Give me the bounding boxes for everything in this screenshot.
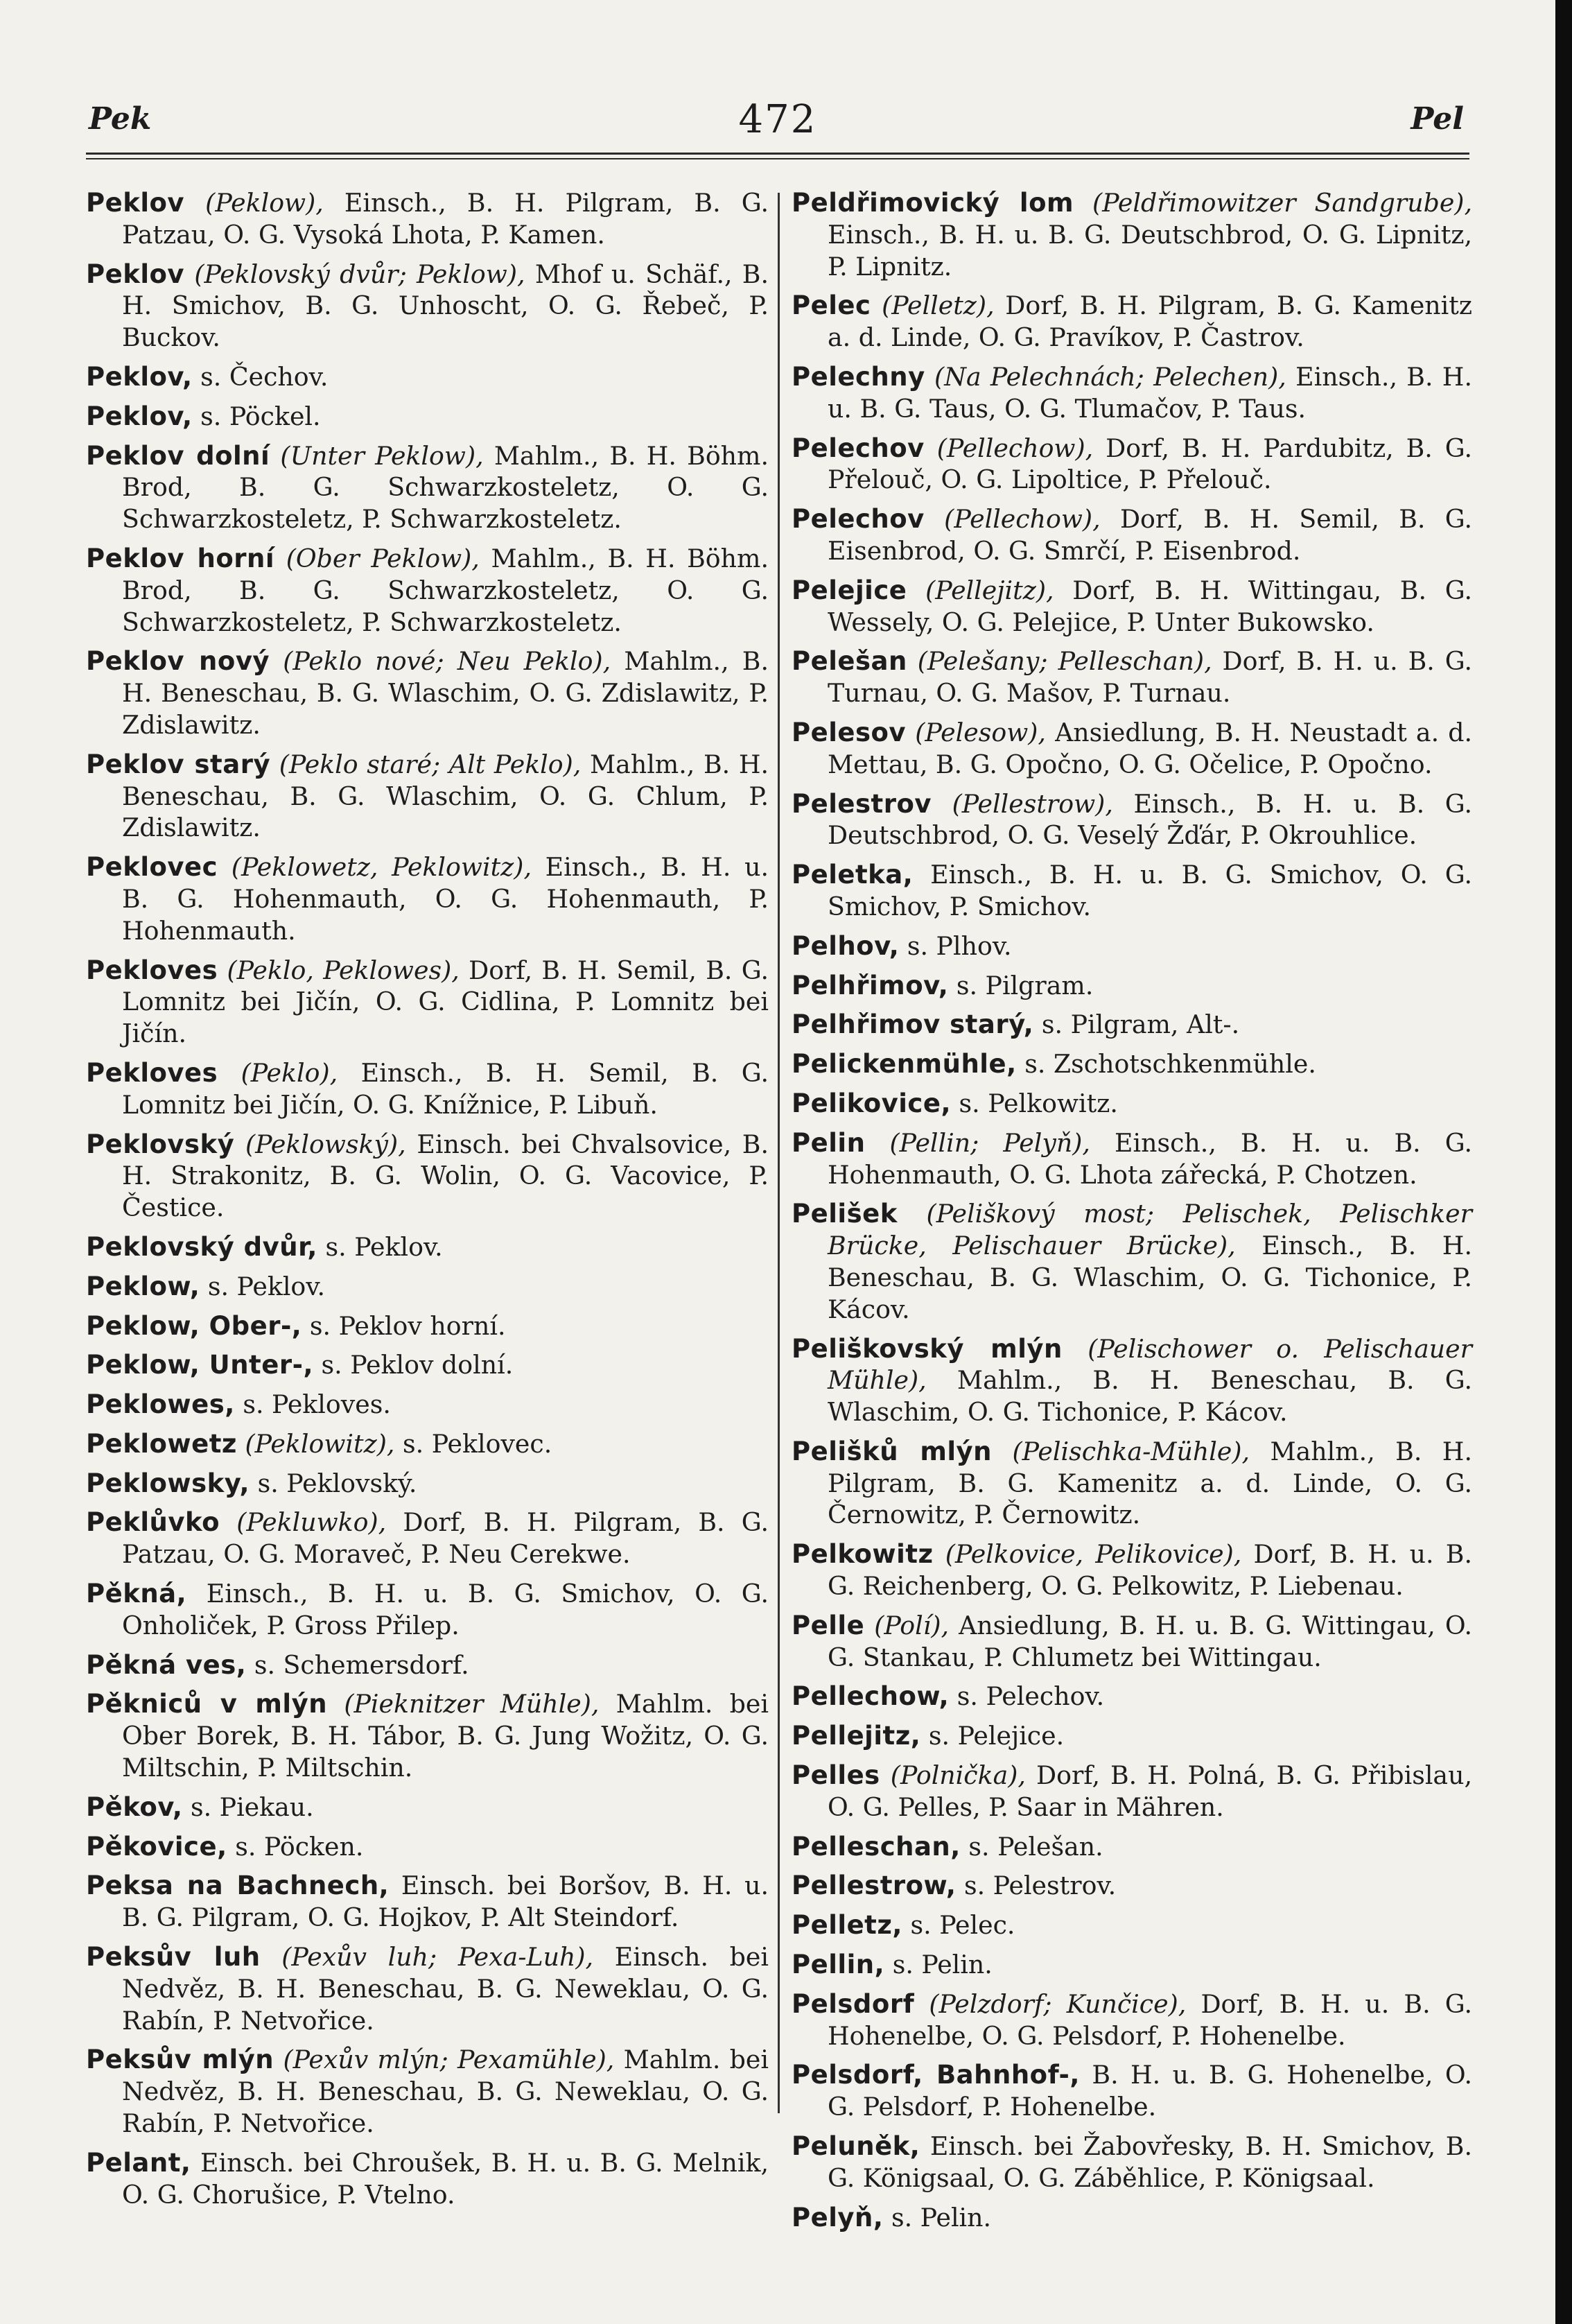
page-number: 472 (738, 97, 817, 142)
entry-variant-names: (Pexův luh; Pexa-Luh), (281, 1942, 594, 1972)
entry-headword: Peklovský dvůr, (86, 1231, 317, 1262)
entry-details: Einsch., B. H. u. B. G. Deutschbrod, O. G. Lipnitz, P. Lipnitz. (828, 219, 1472, 281)
entry-details: Einsch., B. H. u. B. G. Deutschbrod, O. G. Veselý Žďár, P. Okrouhlice. (828, 788, 1472, 851)
entry-details: Dorf, B. H. Semil, B. G. Eisenbrod, O. G. Smrčí, P. Eisenbrod. (828, 504, 1472, 566)
entry-headword: Peksův mlýn (86, 2045, 274, 2075)
gazetteer-entry (792, 1009, 1472, 1041)
gazetteer-entry (792, 1048, 1472, 1080)
entry-headword: Pelleschan, (792, 1831, 961, 1862)
entry-details: s. Pelkowitz. (959, 1088, 1118, 1118)
entry-details: Mahlm., B. H. Böhm. Brod, B. G. Schwarzkosteletz, O. G. Schwarzkosteletz, P. Schwarzkosteletz. (122, 440, 769, 535)
entry-details: Einsch. bei Chvalsovice, B. H. Strakonitz, B. G. Wolin, O. G. Vacovice, P. Čestice. (122, 1129, 769, 1223)
entry-variant-names: (Pelkovice, Pelikovice), (945, 1539, 1242, 1570)
entry-details: s. Zschotschkenmühle. (1024, 1049, 1316, 1079)
entry-details: s. Pöcken. (235, 1831, 364, 1862)
entry-details: s. Peklov. (207, 1271, 326, 1301)
entry-headword: Pelikovice, (792, 1088, 951, 1118)
entry-headword: Pelechov (792, 433, 925, 463)
gazetteer-entry (792, 1870, 1472, 1902)
entry-headword: Pelickenmühle, (792, 1049, 1017, 1079)
entry-details: Mahlm. bei Nedvěz, B. H. Beneschau, B. G. Neweklau, O. G. Rabín, P. Netvořice. (122, 2045, 769, 2139)
entry-details: Dorf, B. H. Pilgram, B. G. Kamenitz a. d. Linde, O. G. Pravíkov, P. Častrov. (828, 290, 1472, 353)
gazetteer-entry (792, 2059, 1472, 2123)
entry-details: Dorf, B. H. u. B. G. Hohenelbe, O. G. Pelsdorf, P. Hohenelbe. (828, 1988, 1472, 2051)
entry-headword: Pelechny (792, 361, 925, 392)
left-column (86, 187, 769, 2218)
entry-headword: Pelhřimov, (792, 970, 949, 1000)
gazetteer-entry (792, 503, 1472, 567)
entry-headword: Pelkowitz (792, 1539, 934, 1570)
entry-variant-names: (Pellechow), (936, 433, 1094, 463)
gazetteer-entry (86, 1870, 769, 1934)
entry-details: s. Pelešan. (968, 1831, 1103, 1862)
entry-details: Dorf, B. H. Pardubitz, B. G. Přelouč, O. G. Lipoltice, P. Přelouč. (828, 433, 1472, 495)
entry-headword: Pelec (792, 290, 871, 321)
entry-variant-names: (Polnička), (890, 1760, 1026, 1791)
entry-headword: Pelhřimov starý, (792, 1009, 1034, 1040)
gazetteer-entry (792, 1610, 1472, 1674)
entry-headword: Peklowes, (86, 1389, 235, 1420)
entry-variant-names: (Peldřimowitzer Sandgrube), (1092, 188, 1472, 218)
entry-variant-names: (Peklow), (205, 188, 324, 218)
entry-details: Dorf, B. H. Pilgram, B. G. Patzau, O. G. Moraveč, P. Neu Cerekwe. (122, 1507, 769, 1570)
entry-details: Mahlm., B. H. Beneschau, B. G. Wlaschim, O. G. Chlum, P. Zdislawitz. (122, 749, 769, 843)
entry-variant-names: (Pelzdorf; Kunčice), (929, 1988, 1187, 2019)
gazetteer-entry (86, 1231, 769, 1263)
entry-details: s. Plhov. (907, 930, 1012, 961)
entry-headword: Pelles (792, 1760, 880, 1791)
entry-details: Mahlm., B. H. Beneschau, B. G. Wlaschim, O. G. Tichonice, P. Kácov. (828, 1365, 1472, 1428)
gazetteer-entry (86, 2147, 769, 2211)
entry-details: Mahlm., B. H. Beneschau, B. G. Wlaschim, O. G. Zdislawitz, P. Zdislawitz. (122, 646, 769, 740)
gazetteer-entry (86, 645, 769, 740)
entry-headword: Pelsdorf, Bahnhof-, (792, 2060, 1080, 2090)
entry-headword: Peksův luh (86, 1942, 261, 1972)
entry-details: Einsch., B. H. u. B. G. Hohenmauth, O. G. Lhota zářecká, P. Chotzen. (828, 1127, 1472, 1190)
entry-details: Ansiedlung, B. H. u. B. G. Wittingau, O. G. Stankau, P. Chlumetz bei Wittingau. (828, 1610, 1472, 1672)
entry-headword: Pelin (792, 1127, 866, 1158)
gazetteer-entry (86, 1507, 769, 1570)
entry-details: s. Peklov. (325, 1231, 443, 1262)
entry-variant-names: (Na Pelechnách; Pelechen), (934, 361, 1286, 392)
entry-variant-names: (Pieknitzer Mühle), (344, 1689, 600, 1719)
entry-headword: Pekloves (86, 955, 218, 985)
entry-headword: Peklow, Ober-, (86, 1310, 302, 1341)
entry-details: s. Pelejice. (928, 1721, 1065, 1751)
entry-headword: Pěkná ves, (86, 1649, 247, 1680)
entry-details: s. Pilgram. (956, 970, 1094, 1000)
gazetteer-entry (86, 1941, 769, 2036)
entry-headword: Pěkniců v mlýn (86, 1689, 328, 1719)
entry-headword: Peklovský (86, 1129, 235, 1159)
gazetteer-entry (86, 1310, 769, 1342)
entry-details: Ansiedlung, B. H. Neustadt a. d. Mettau, B. G. Opočno, O. G. Očelice, P. Opočno. (828, 717, 1472, 779)
entry-variant-names: (Pellechow), (944, 504, 1101, 535)
gazetteer-entry (86, 1688, 769, 1783)
entry-headword: Peklowsky, (86, 1468, 250, 1498)
entry-details: Einsch., B. H. u. B. G. Smichov, O. G. Smichov, P. Smichov. (828, 860, 1472, 921)
header-rule (86, 153, 1469, 155)
entry-headword: Pelesov (792, 717, 907, 747)
gazetteer-entry (792, 575, 1472, 639)
entry-headword: Peklowetz (86, 1428, 237, 1459)
gazetteer-entry (86, 440, 769, 535)
entry-variant-names: (Pelischka-Mühle), (1012, 1436, 1250, 1466)
entry-headword: Pelechov (792, 504, 925, 535)
gazetteer-entry (792, 290, 1472, 354)
entry-details: s. Pelechov. (957, 1681, 1105, 1712)
gazetteer-entry (792, 1681, 1472, 1712)
gazetteer-entry (792, 1127, 1472, 1191)
entry-variant-names: (Pelletz), (882, 290, 995, 321)
entry-details: s. Peklovec. (394, 1428, 552, 1459)
entry-headword: Peklow, (86, 1271, 200, 1301)
entry-details: s. Schemersdorf. (254, 1649, 469, 1680)
header-right-guide-word: Pel (1411, 101, 1464, 137)
entry-details: Einsch., B. H. u. B. G. Hohenmauth, O. G. Hohenmauth, P. Hohenmauth. (122, 852, 769, 946)
entry-headword: Peklov starý (86, 749, 271, 779)
entry-headword: Peklůvko (86, 1507, 220, 1538)
gazetteer-entry (86, 1649, 769, 1681)
gazetteer-entry (792, 1831, 1472, 1863)
entry-headword: Pellestrow, (792, 1871, 957, 1901)
entry-variant-names: (Pellestrow), (952, 788, 1113, 819)
entry-headword: Peluněk, (792, 2131, 920, 2162)
entry-headword: Peklov, (86, 361, 193, 392)
gazetteer-entry (86, 1389, 769, 1421)
gazetteer-entry (86, 1349, 769, 1381)
gazetteer-entry (792, 930, 1472, 962)
gazetteer-entry (86, 1578, 769, 1642)
entry-details: s. Pilgram, Alt-. (1041, 1009, 1240, 1040)
entry-details: s. Čechov. (200, 361, 329, 392)
entry-headword: Pelešan (792, 646, 907, 677)
entry-details: Dorf, B. H. u. B. G. Reichenberg, O. G. Pelkowitz, P. Liebenau. (828, 1539, 1472, 1602)
gazetteer-entry (792, 788, 1472, 852)
column-divider (778, 193, 780, 2113)
entry-details: Mahlm., B. H. Böhm. Brod, B. G. Schwarzkosteletz, O. G. Schwarzkosteletz, P. Schwarzkosteletz. (122, 543, 769, 637)
gazetteer-entry (792, 645, 1472, 709)
entry-details: Mhof u. Schäf., B. H. Smichov, B. G. Unhoscht, O. G. Řebeč, P. Buckov. (122, 259, 769, 353)
entry-details: Dorf, B. H. Polná, B. G. Přibislau, O. G. Pelles, P. Saar in Mähren. (828, 1760, 1472, 1822)
entry-headword: Peklow, Unter-, (86, 1350, 313, 1380)
entry-variant-names: (Pelischower o. Pelischauer Mühle), (828, 1333, 1473, 1396)
gazetteer-entry (86, 187, 769, 251)
entry-variant-names: (Pellejitz), (925, 575, 1054, 605)
entry-headword: Peldřimovický lom (792, 188, 1074, 218)
entry-variant-names: (Pelešany; Pelleschan), (917, 646, 1212, 677)
gazetteer-entry (86, 1792, 769, 1823)
entry-details: s. Pekloves. (243, 1389, 391, 1420)
gazetteer-entry (86, 1271, 769, 1303)
entry-details: s. Pelin. (892, 1950, 993, 1980)
entry-headword: Peklov horní (86, 543, 275, 573)
entry-headword: Pelhov, (792, 930, 900, 961)
entry-details: Mahlm., B. H. Pilgram, B. G. Kamenitz a. d. Linde, O. G. Černowitz, P. Černowitz. (828, 1436, 1472, 1530)
gazetteer-entry (792, 433, 1472, 496)
gazetteer-entry (792, 1720, 1472, 1752)
entry-headword: Pellechow, (792, 1681, 950, 1712)
gazetteer-entry (792, 2202, 1472, 2234)
entry-headword: Pelejice (792, 575, 907, 605)
entry-variant-names: (Peklo nové; Neu Peklo), (283, 646, 611, 677)
gazetteer-entry (792, 361, 1472, 425)
entry-details: Einsch. bei Nedvěz, B. H. Beneschau, B. G. Neweklau, O. G. Rabín, P. Netvořice. (122, 1942, 769, 2036)
gazetteer-entry (792, 2131, 1472, 2194)
entry-details: s. Pelec. (910, 1910, 1015, 1941)
gazetteer-entry (792, 1988, 1472, 2052)
entry-variant-names: (Pekluwko), (236, 1507, 387, 1538)
entry-variant-names: (Polí), (874, 1610, 950, 1640)
gazetteer-entry (86, 259, 769, 354)
entry-details: Einsch., B. H. Semil, B. G. Lomnitz bei Jičín, O. G. Knížnice, P. Libuň. (122, 1057, 769, 1120)
gazetteer-entry (792, 970, 1472, 1002)
entry-headword: Pěkná, (86, 1579, 187, 1609)
entry-headword: Peklovec (86, 852, 218, 883)
gazetteer-entry (86, 2044, 769, 2139)
gazetteer-entry (86, 1428, 769, 1460)
gazetteer-entry (86, 749, 769, 844)
entry-headword: Pelant, (86, 2147, 191, 2178)
entry-headword: Peletka, (792, 860, 914, 890)
gazetteer-entry (792, 1333, 1472, 1428)
entry-headword: Pelišek (792, 1199, 898, 1229)
entry-details: Einsch., B. H. Beneschau, B. G. Wlaschim, O. G. Tichonice, P. Kácov. (828, 1231, 1472, 1324)
entry-details: Dorf, B. H. Semil, B. G. Lomnitz bei Jičín, O. G. Cidlina, P. Lomnitz bei Jičín. (122, 955, 769, 1049)
entry-variant-names: (Peklo, Peklowes), (227, 955, 460, 985)
gazetteer-entry (86, 955, 769, 1050)
entry-details: Einsch., B. H. u. B. G. Taus, O. G. Tlumačov, P. Taus. (828, 361, 1472, 424)
entry-details: s. Pöckel. (200, 401, 321, 431)
gazetteer-entry (86, 361, 769, 393)
gazetteer-entry (792, 859, 1472, 923)
entry-headword: Peklov (86, 188, 185, 218)
gazetteer-entry (792, 717, 1472, 781)
entry-variant-names: (Ober Peklow), (286, 543, 480, 573)
entry-headword: Pelletz, (792, 1910, 902, 1941)
gazetteer-entry (86, 851, 769, 946)
entry-details: Einsch. bei Boršov, B. H. u. B. G. Pilgram, O. G. Hojkov, P. Alt Steindorf. (122, 1871, 769, 1933)
page-header (86, 97, 1469, 146)
entry-details: s. Piekau. (190, 1792, 314, 1822)
entry-headword: Peklov, (86, 401, 193, 431)
entry-headword: Pellejitz, (792, 1721, 921, 1751)
entry-variant-names: (Peklowský), (245, 1129, 406, 1159)
header-left-guide-word: Pek (89, 101, 152, 137)
entry-details: s. Peklov dolní. (321, 1350, 514, 1380)
entry-details: Dorf, B. H. Wittingau, B. G. Wessely, O. G. Pelejice, P. Unter Bukowsko. (828, 575, 1472, 637)
entry-variant-names: (Peklo staré; Alt Peklo), (279, 749, 582, 779)
entry-variant-names: (Unter Peklow), (280, 440, 484, 471)
entry-headword: Pelsdorf (792, 1988, 915, 2019)
entry-variant-names: (Peklowitz), (245, 1428, 395, 1459)
entry-headword: Pěkovice, (86, 1831, 227, 1862)
gazetteer-entry (86, 1831, 769, 1863)
gazetteer-entry (86, 543, 769, 638)
entry-details: Einsch. bei Žabovřesky, B. H. Smichov, B. G. Königsaal, O. G. Záběhlice, P. Königsaal. (828, 2131, 1472, 2193)
gazetteer-entry (86, 1129, 769, 1224)
gazetteer-entry (792, 1538, 1472, 1602)
entry-details: Mahlm. bei Ober Borek, B. H. Tábor, B. G. Jung Wožitz, O. G. Miltschin, P. Miltschin. (122, 1689, 769, 1783)
entry-details: Dorf, B. H. u. B. G. Turnau, O. G. Mašov, P. Turnau. (828, 646, 1472, 709)
entry-details: Einsch. bei Chroušek, B. H. u. B. G. Melnik, O. G. Chorušice, P. Vtelno. (122, 2147, 769, 2210)
entry-variant-names: (Peklovský dvůr; Peklow), (194, 259, 525, 289)
entry-headword: Peklov nový (86, 646, 270, 677)
entry-variant-names: (Pelesow), (915, 717, 1046, 747)
gazetteer-entry (792, 1760, 1472, 1823)
entry-headword: Pekloves (86, 1057, 218, 1088)
gazetteer-entry (792, 1198, 1472, 1325)
entry-variant-names: (Pellin; Pelyň), (889, 1127, 1090, 1158)
gazetteer-entry (792, 1909, 1472, 1941)
gazetteer-entry (792, 187, 1472, 282)
entry-headword: Pelyň, (792, 2202, 884, 2232)
entry-headword: Pelišků mlýn (792, 1436, 993, 1466)
entry-headword: Pěkov, (86, 1792, 183, 1822)
entry-details: s. Peklov horní. (309, 1310, 506, 1341)
entry-details: s. Peklovský. (257, 1468, 417, 1498)
entry-headword: Peksa na Bachnech, (86, 1871, 390, 1901)
gazetteer-entry (86, 401, 769, 433)
entry-details: B. H. u. B. G. Hohenelbe, O. G. Pelsdorf, P. Hohenelbe. (828, 2060, 1472, 2122)
gazetteer-entry (86, 1057, 769, 1121)
gazetteer-entry (792, 1088, 1472, 1120)
entry-headword: Peklov (86, 259, 185, 289)
header-rule-thin (86, 158, 1469, 159)
entry-headword: Pellin, (792, 1950, 885, 1980)
entry-variant-names: (Pexův mlýn; Pexamühle), (283, 2045, 615, 2075)
gazetteer-entry (86, 1468, 769, 1500)
page-edge-border (1555, 0, 1572, 2324)
right-column (792, 187, 1472, 2241)
entry-headword: Peliškovský mlýn (792, 1333, 1063, 1364)
entry-variant-names: (Peklowetz, Peklowitz), (231, 852, 532, 883)
entry-variant-names: (Peliškový most; Pelischek, Pelischker Brücke, Pelischauer Brücke), (828, 1199, 1472, 1261)
entry-headword: Peklov dolní (86, 440, 270, 471)
gazetteer-entry (792, 1949, 1472, 1981)
entry-headword: Pelestrov (792, 788, 932, 819)
entry-details: s. Pelin. (891, 2202, 992, 2232)
gazetteer-entry (792, 1436, 1472, 1531)
entry-details: Einsch., B. H. u. B. G. Smichov, O. G. Onholiček, P. Gross Přilep. (122, 1579, 769, 1640)
entry-variant-names: (Peklo), (241, 1057, 338, 1088)
entry-details: Einsch., B. H. Pilgram, B. G. Patzau, O. G. Vysoká Lhota, P. Kamen. (122, 188, 769, 250)
entry-headword: Pelle (792, 1610, 865, 1640)
entry-details: s. Pelestrov. (963, 1871, 1117, 1901)
